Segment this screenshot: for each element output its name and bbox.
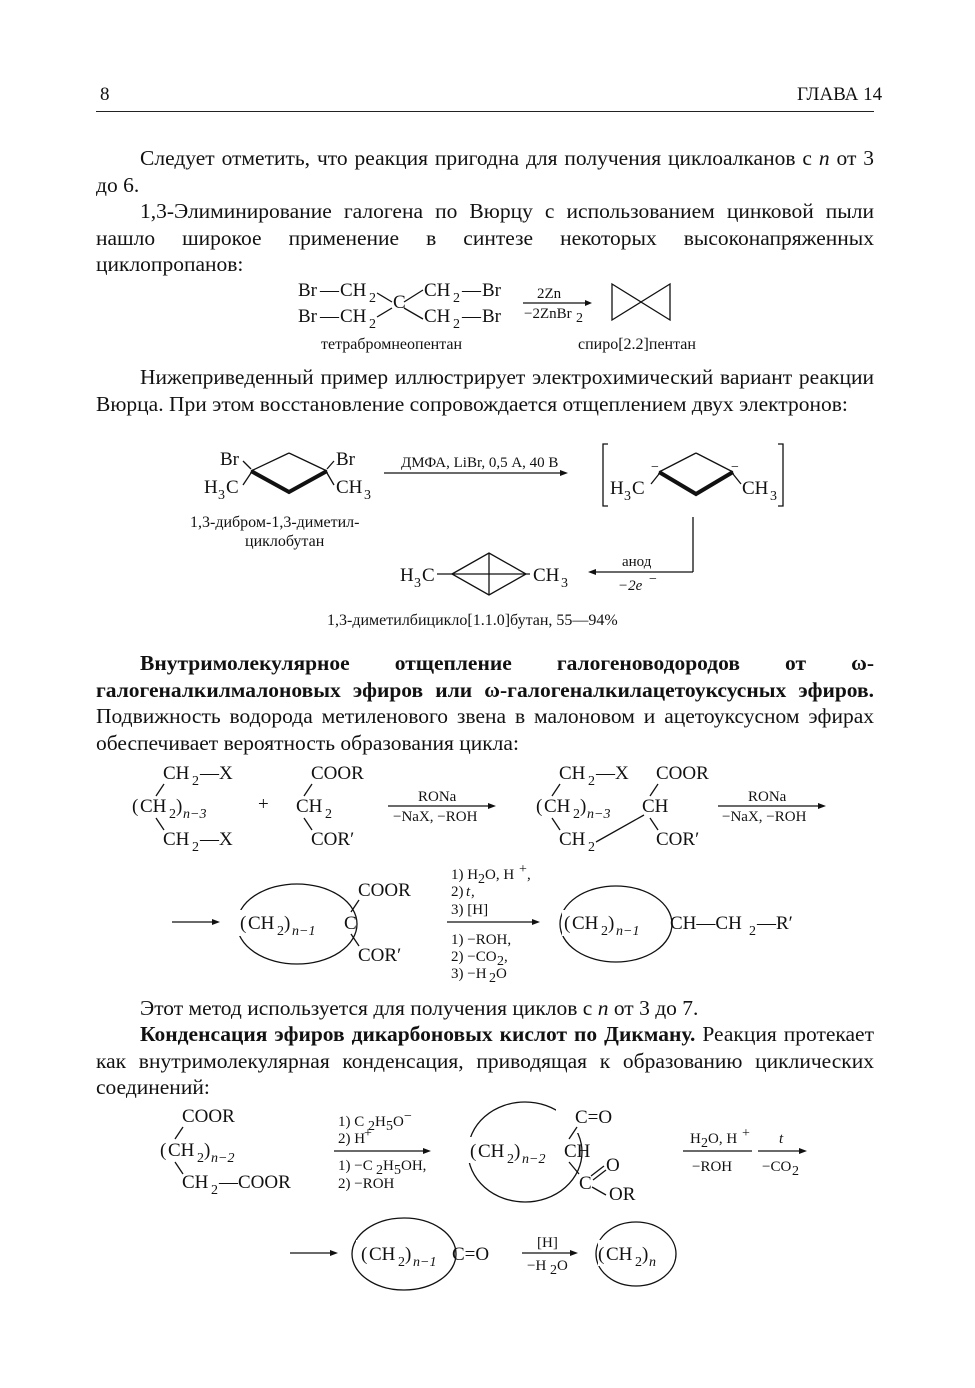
svg-text:2: 2 [489, 971, 496, 986]
svg-text:(: ( [240, 913, 247, 934]
svg-text:2: 2 [792, 1164, 799, 1179]
s1-reagent-bottom: −2ZnBr [524, 306, 572, 322]
svg-text:n: n [649, 1255, 656, 1270]
s2-minus-2e: −2e [618, 578, 643, 594]
svg-text:2: 2 [398, 1255, 405, 1270]
svg-text:): ) [284, 913, 291, 934]
svg-text:−H: −H [527, 1258, 547, 1274]
svg-text:CH: CH [296, 796, 323, 817]
p5-text-b: от 3 до 7. [608, 996, 699, 1020]
svg-text:C: C [344, 913, 357, 934]
svg-text:C=O: C=O [575, 1107, 613, 1128]
s2-caption-product: 1,3-диметилбицикло[1.1.0]бутан, 55—94% [327, 612, 618, 629]
s1-ch2-1: CH [340, 280, 367, 301]
svg-text:(: ( [361, 1244, 368, 1265]
svg-text:CH: CH [572, 913, 599, 934]
svg-text:): ) [405, 1244, 412, 1265]
svg-text:n−3: n−3 [183, 807, 207, 822]
svg-text:COR′: COR′ [311, 829, 355, 850]
svg-text:2: 2 [368, 1119, 375, 1134]
svg-text:): ) [176, 796, 183, 817]
svg-text:(: ( [564, 913, 571, 934]
svg-text:2: 2 [749, 924, 756, 939]
svg-text:n−1: n−1 [292, 924, 316, 939]
svg-text:−: − [649, 572, 657, 587]
p4-rest: Подвижность водорода метиленового звена в малоновом и ацетоуксусном эфирах обеспечивает вероятность образования цикла: [96, 704, 874, 755]
svg-text:CH: CH [564, 1141, 591, 1162]
svg-text:2: 2 [601, 924, 608, 939]
svg-text:2: 2 [192, 840, 199, 855]
p1-text-a: Следует отметить, что реакция пригодна для получения циклоалканов с [140, 146, 819, 170]
p1-n: n [818, 146, 830, 170]
svg-text:1) −ROH,: 1) −ROH, [451, 932, 512, 948]
svg-text:3: 3 [218, 488, 225, 503]
svg-text:OR: OR [609, 1184, 636, 1205]
s1-ch2-3: CH [424, 280, 451, 301]
svg-text:2: 2 [453, 317, 460, 332]
svg-text:—: — [320, 280, 339, 301]
svg-text:CH: CH [559, 763, 586, 784]
svg-text:H: H [690, 1131, 701, 1147]
svg-text:CH: CH [182, 1172, 209, 1193]
s1-br-3: Br [482, 280, 501, 301]
paragraph-3: Нижеприведенный пример иллюстрирует электрохимический вариант реакции Вюрца. При этом восстановление сопровождается отщеплением двух электронов: [96, 365, 874, 416]
s2-anode: анод [622, 554, 652, 570]
svg-text:2: 2 [635, 1255, 642, 1270]
svg-text:): ) [608, 913, 615, 934]
svg-text:2: 2 [197, 1151, 204, 1166]
svg-text:COOR: COOR [182, 1106, 235, 1127]
svg-text:2: 2 [192, 774, 199, 789]
svg-text:+: + [519, 862, 527, 877]
svg-text:OH,: OH, [401, 1158, 427, 1174]
svg-text:2) H: 2) H [338, 1131, 366, 1147]
svg-text:O: O [606, 1155, 620, 1176]
page-number: 8 [100, 84, 110, 105]
svg-text:O: O [393, 1114, 404, 1130]
svg-text:t: t [466, 884, 471, 900]
svg-text:—: — [462, 306, 481, 327]
svg-text:2: 2 [369, 291, 376, 306]
svg-text:O: O [496, 966, 507, 982]
s1-reagent-top: 2Zn [537, 286, 562, 302]
svg-text:H: H [400, 565, 414, 586]
svg-text:—X: —X [200, 829, 233, 850]
svg-text:,: , [527, 867, 531, 883]
p4-bold: Внутримолекулярное отщепление галогеноводородов от ω-галогеналкилмалоновых эфиров или ω-галогеналкилацетоуксусных эфиров. [96, 651, 874, 702]
p5-n: n [597, 996, 609, 1020]
svg-text:(: ( [470, 1141, 477, 1162]
svg-text:3: 3 [770, 489, 777, 504]
svg-text:2: 2 [277, 924, 284, 939]
svg-text:C: C [579, 1173, 592, 1194]
svg-text:—: — [320, 306, 339, 327]
svg-text:n−2: n−2 [522, 1152, 546, 1167]
svg-text:H: H [204, 477, 218, 498]
svg-text:[H]: [H] [537, 1235, 558, 1251]
svg-text:2: 2 [376, 1163, 383, 1178]
s2-conditions: ДМФА, LiBr, 0,5 А, 40 В [401, 455, 559, 471]
p1-text-b: от 3 до 6. [96, 146, 874, 197]
s1-ch2-2: CH [340, 306, 367, 327]
svg-text:3: 3 [624, 489, 631, 504]
s2-caption-reactant-2: циклобутан [245, 533, 325, 550]
svg-text:+: + [742, 1126, 750, 1141]
svg-text:3) [H]: 3) [H] [451, 902, 489, 918]
svg-text:1) C: 1) C [338, 1114, 365, 1130]
svg-text:2: 2 [211, 1183, 218, 1198]
s1-ch2-4: CH [424, 306, 451, 327]
p5-text-a: Этот метод используется для получения циклов с [140, 996, 598, 1020]
svg-text:(: ( [160, 1140, 167, 1161]
svg-text:2) −ROH: 2) −ROH [338, 1176, 395, 1192]
svg-text:O, H: O, H [485, 867, 515, 883]
svg-text:2: 2 [325, 807, 332, 822]
svg-text:H: H [383, 1158, 394, 1174]
s1-br-2: Br [298, 306, 317, 327]
p6-bold: Конденсация эфиров дикарбоновых кислот по Дикману. [140, 1022, 696, 1046]
svg-text:CH: CH [163, 763, 190, 784]
svg-text:−CO: −CO [762, 1159, 792, 1175]
svg-text:2: 2 [588, 774, 595, 789]
svg-text:−NaX, −ROH: −NaX, −ROH [722, 809, 807, 825]
svg-text:COOR: COOR [656, 763, 709, 784]
svg-text:RONa: RONa [418, 789, 457, 805]
svg-text:2: 2 [497, 954, 504, 969]
paragraph-2: 1,3-Элиминирование галогена по Вюрцу с использованием цинковой пыли нашло широкое применение в синтезе некоторых высоконапряженных циклопропанов: [96, 199, 874, 276]
svg-text:COR′: COR′ [358, 945, 402, 966]
svg-text:): ) [580, 796, 587, 817]
svg-text:—: — [462, 280, 481, 301]
svg-text:3: 3 [561, 576, 568, 591]
svg-text:CH: CH [168, 1140, 195, 1161]
s1-caption-right: спиро[2.2]пентан [578, 336, 696, 353]
p6-rest: Реакция протекает как внутримолекулярная конденсация, приводящая к образованию циклических соединений: [96, 1022, 874, 1099]
svg-text:,: , [504, 949, 508, 965]
svg-text:COR′: COR′ [656, 829, 700, 850]
svg-text:2: 2 [576, 311, 583, 326]
svg-text:—R′: —R′ [757, 913, 793, 934]
s2-br-right: Br [336, 449, 355, 470]
svg-text:CH: CH [163, 829, 190, 850]
s3-plus: + [258, 794, 269, 815]
svg-text:): ) [204, 1140, 211, 1161]
svg-text:COOR: COOR [358, 880, 411, 901]
svg-text:H: H [610, 478, 624, 499]
svg-text:O, H: O, H [708, 1131, 738, 1147]
svg-text:COOR: COOR [311, 763, 364, 784]
svg-text:−: − [404, 1109, 412, 1124]
svg-text:1) −C: 1) −C [338, 1158, 373, 1174]
svg-text:C: C [422, 565, 435, 586]
svg-text:5: 5 [386, 1119, 393, 1134]
s1-br-1: Br [298, 280, 317, 301]
svg-text:t: t [779, 1131, 784, 1147]
svg-text:2: 2 [453, 291, 460, 306]
svg-text:O: O [557, 1258, 568, 1274]
svg-text:5: 5 [394, 1163, 401, 1178]
svg-text:CH: CH [544, 796, 571, 817]
svg-text:): ) [514, 1141, 521, 1162]
svg-text:−NaX, −ROH: −NaX, −ROH [393, 809, 478, 825]
svg-text:−: − [651, 460, 659, 475]
svg-text:CH: CH [248, 913, 275, 934]
svg-text:CH: CH [369, 1244, 396, 1265]
svg-text:3) −H: 3) −H [451, 966, 487, 982]
svg-text:CH—CH: CH—CH [670, 913, 742, 934]
s1-central-c: C [393, 292, 406, 313]
svg-text:,: , [471, 884, 475, 900]
chapter-header: ГЛАВА 14 [797, 84, 883, 105]
svg-text:3: 3 [414, 576, 421, 591]
svg-text:2: 2 [507, 1152, 514, 1167]
s2-br-left: Br [220, 449, 239, 470]
svg-text:n−2: n−2 [211, 1151, 235, 1166]
svg-text:CH: CH [140, 796, 167, 817]
svg-text:CH: CH [642, 796, 669, 817]
svg-text:C: C [226, 477, 239, 498]
svg-text:2: 2 [369, 317, 376, 332]
svg-text:): ) [642, 1244, 649, 1265]
svg-text:2: 2 [169, 807, 176, 822]
svg-text:CH: CH [478, 1141, 505, 1162]
svg-text:2) −CO: 2) −CO [451, 949, 497, 965]
svg-text:CH: CH [559, 829, 586, 850]
svg-text:C: C [632, 478, 645, 499]
svg-text:n−1: n−1 [616, 924, 640, 939]
svg-text:n−3: n−3 [587, 807, 611, 822]
svg-text:−: − [731, 460, 739, 475]
svg-text:2: 2 [701, 1136, 708, 1151]
svg-text:n−1: n−1 [413, 1255, 437, 1270]
svg-text:—X: —X [200, 763, 233, 784]
svg-text:2: 2 [573, 807, 580, 822]
svg-text:CH: CH [606, 1244, 633, 1265]
svg-text:+: + [364, 1126, 372, 1141]
svg-text:(: ( [536, 796, 543, 817]
svg-text:2): 2) [451, 884, 464, 900]
svg-text:(: ( [598, 1244, 605, 1265]
svg-text:2: 2 [478, 872, 485, 887]
svg-text:(: ( [132, 796, 139, 817]
s2-caption-reactant-1: 1,3-дибром-1,3-диметил- [190, 514, 360, 531]
svg-text:2: 2 [550, 1263, 557, 1278]
svg-text:−ROH: −ROH [692, 1159, 733, 1175]
svg-text:CH: CH [742, 478, 769, 499]
svg-text:—X: —X [596, 763, 629, 784]
svg-text:CH: CH [336, 477, 363, 498]
svg-text:CH: CH [533, 565, 560, 586]
svg-text:3: 3 [364, 488, 371, 503]
svg-text:1) H: 1) H [451, 867, 479, 883]
svg-text:2: 2 [588, 840, 595, 855]
svg-text:RONa: RONa [748, 789, 787, 805]
svg-text:C=O: C=O [452, 1244, 490, 1265]
svg-text:—COOR: —COOR [219, 1172, 291, 1193]
s1-caption-left: тетрабромнеопентан [321, 336, 463, 353]
svg-text:H: H [375, 1114, 386, 1130]
s1-br-4: Br [482, 306, 501, 327]
